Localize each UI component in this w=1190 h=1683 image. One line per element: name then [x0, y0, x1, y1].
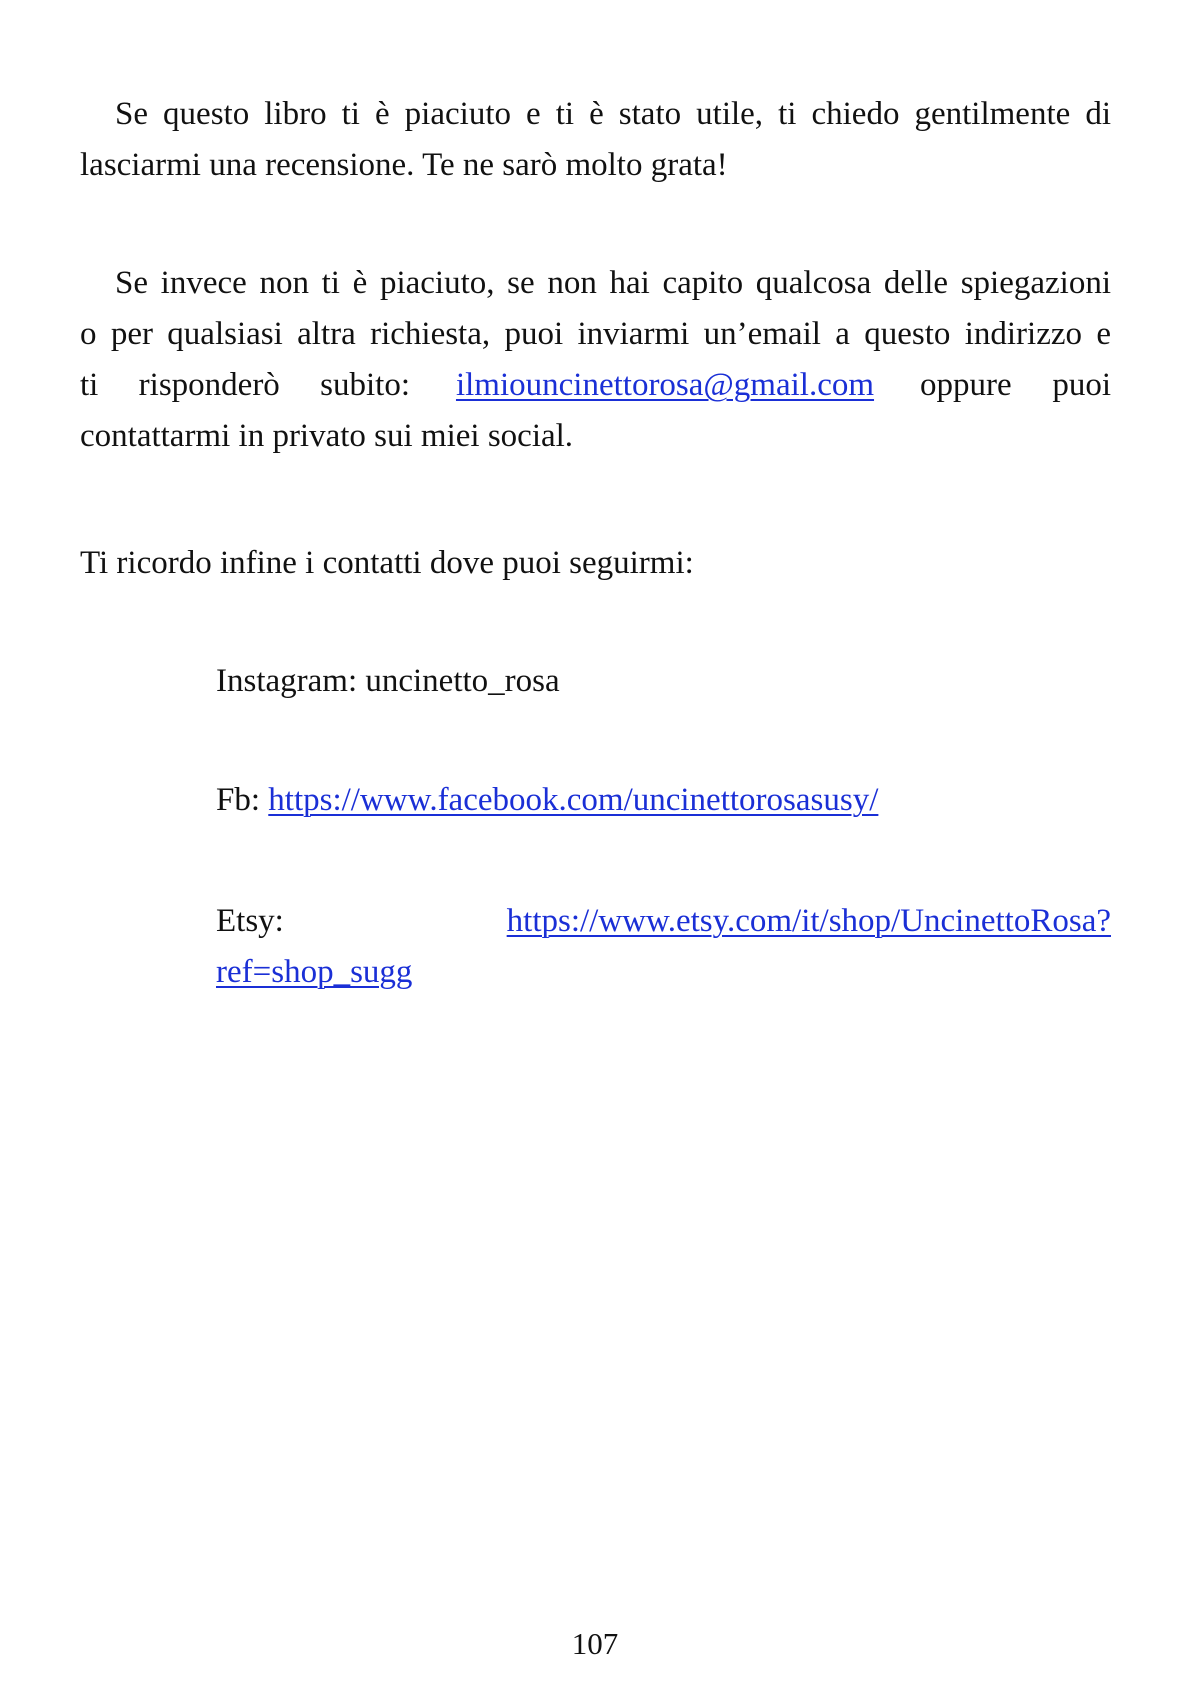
- contacts-intro: Ti ricordo infine i contatti dove puoi seguirmi:: [80, 545, 694, 581]
- paragraph-line: Se questo libro ti è piaciuto e ti è stato utile, ti chiedo gentilmente di: [115, 96, 1111, 132]
- paragraph-line-with-email: [80, 360, 1111, 411]
- word: risponderò: [138, 367, 280, 403]
- instagram-contact: Instagram: uncinetto_rosa: [216, 663, 560, 699]
- paragraph-contact-info: [80, 258, 1111, 462]
- facebook-contact: [216, 775, 878, 826]
- etsy-label: Etsy:: [216, 903, 284, 939]
- etsy-link-continued[interactable]: ref=shop_sugg: [216, 954, 413, 990]
- word: oppure: [920, 367, 1012, 403]
- paragraph-line: o per qualsiasi altra richiesta, puoi inviarmi un’email a questo indirizzo e: [80, 316, 1111, 352]
- word: subito:: [320, 367, 410, 403]
- line-segment: [80, 360, 410, 411]
- paragraph-line: contattarmi in privato sui miei social.: [80, 418, 574, 454]
- etsy-link[interactable]: https://www.etsy.com/it/shop/UncinettoRosa?: [506, 903, 1111, 939]
- paragraph-review-request: [80, 89, 1111, 191]
- facebook-link[interactable]: https://www.facebook.com/uncinettorosasusy/: [268, 782, 879, 818]
- etsy-contact: [216, 896, 1111, 947]
- email-link[interactable]: ilmiouncinettorosa@gmail.com: [455, 367, 875, 403]
- etsy-link-continuation: [216, 947, 412, 998]
- paragraph-line: Se invece non ti è piaciuto, se non hai capito qualcosa delle spiegazioni: [115, 265, 1111, 301]
- word: ti: [80, 367, 99, 403]
- facebook-label: Fb:: [216, 782, 261, 818]
- paragraph-line: lasciarmi una recensione. Te ne sarò molto grata!: [80, 147, 728, 183]
- word: puoi: [1052, 367, 1111, 403]
- page-number: 107: [571, 1626, 619, 1661]
- line-segment: [920, 360, 1111, 411]
